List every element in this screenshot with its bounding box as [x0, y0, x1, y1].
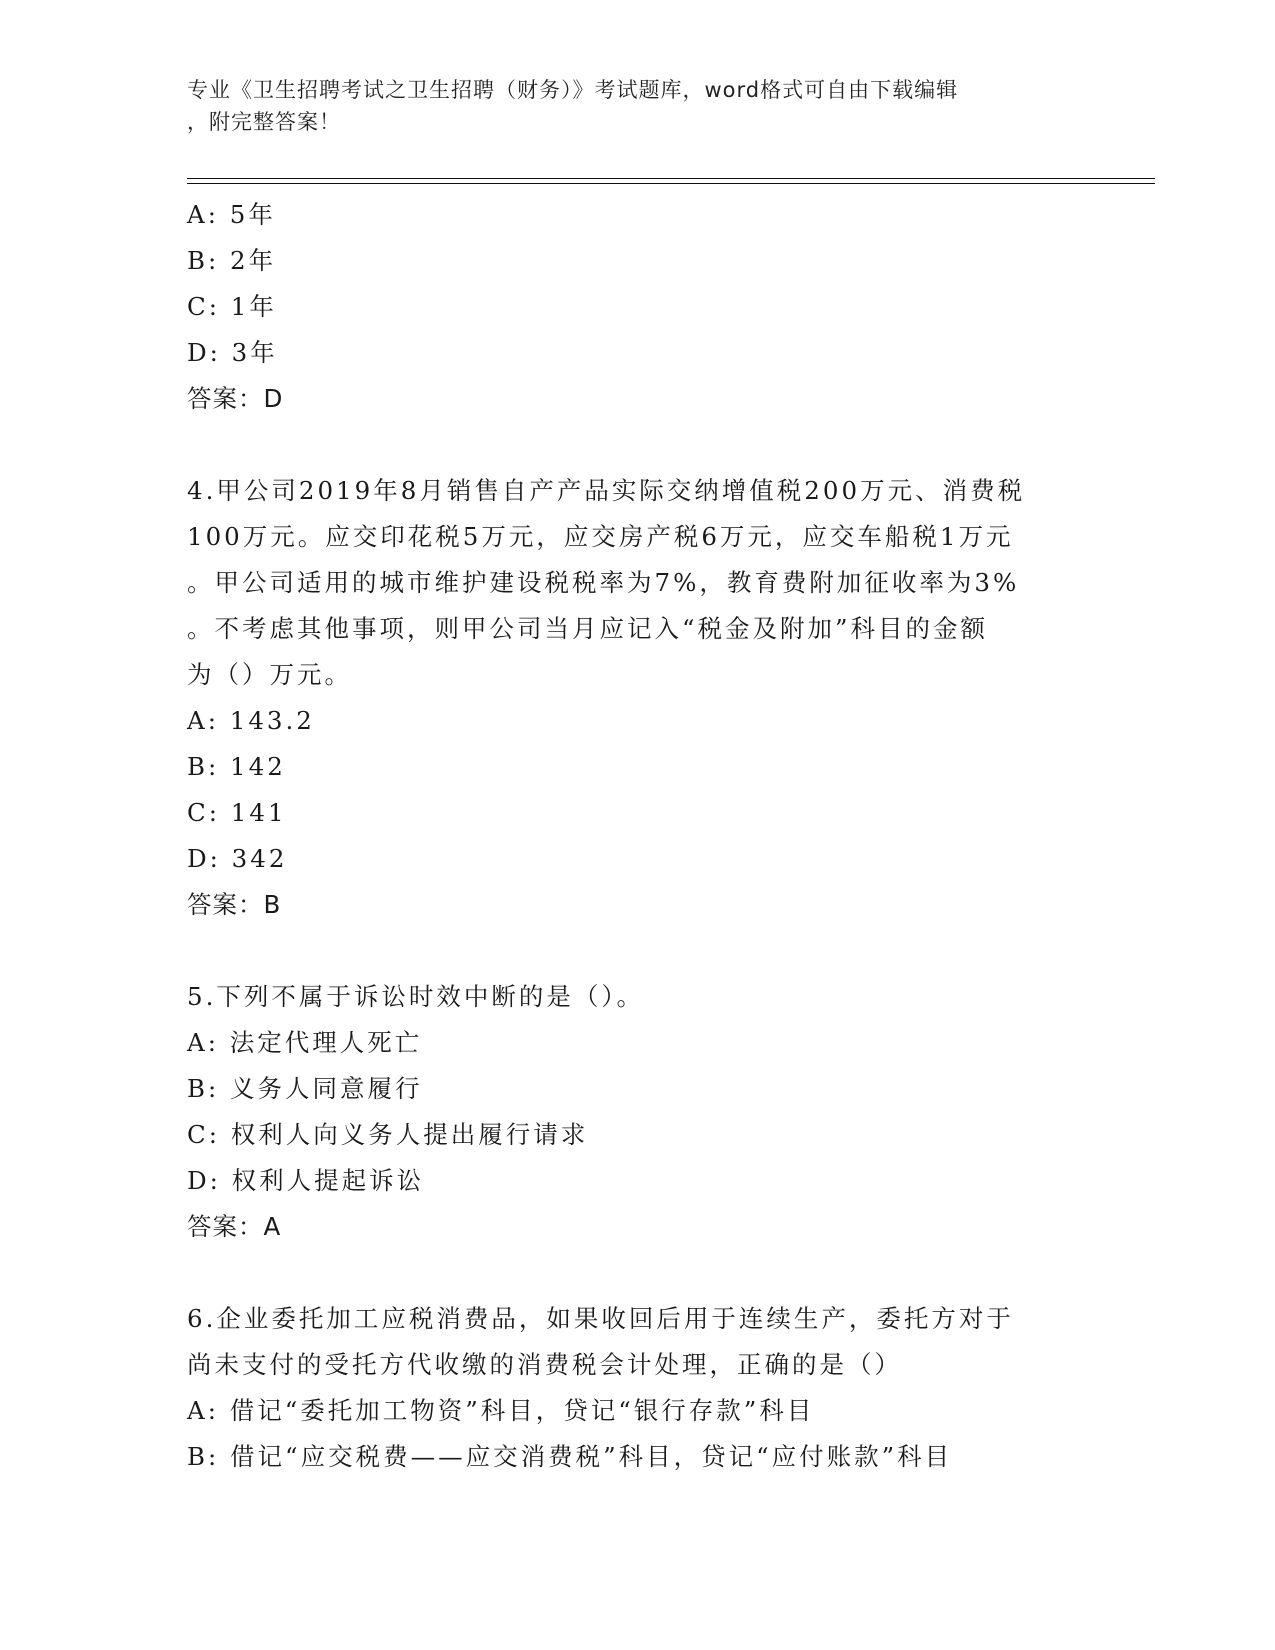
question-stem-line: 尚未支付的受托方代收缴的消费税会计处理，正确的是（） — [187, 1350, 902, 1379]
option-b: B: 2年 — [187, 246, 277, 275]
header-divider-top — [187, 178, 1155, 179]
option-b: B: 借记“应交税费——应交消费税”科目，贷记“应付账款”科目 — [187, 1442, 953, 1471]
option-b: B: 142 — [187, 752, 286, 781]
option-a: A: 法定代理人死亡 — [187, 1028, 423, 1057]
option-c: C: 1年 — [187, 292, 277, 321]
question-content — [187, 192, 1087, 1480]
answer-line: 答案：D — [187, 384, 284, 413]
option-d: D: 3年 — [187, 338, 278, 367]
option-a: A: 5年 — [187, 200, 276, 229]
question-4 — [187, 468, 1087, 928]
answer-line: 答案：A — [187, 1212, 282, 1241]
question-stem-line: 4.甲公司2019年8月销售自产产品实际交纳增值税200万元、消费税 — [187, 476, 1026, 505]
question-stem-line: 为（）万元。 — [187, 660, 352, 689]
question-stem-line: 100万元。应交印花税5万元，应交房产税6万元，应交车船税1万元 — [187, 522, 1014, 551]
header-line-2: ，附完整答案！ — [187, 110, 341, 134]
option-b: B: 义务人同意履行 — [187, 1074, 423, 1103]
question-stem-line: 5.下列不属于诉讼时效中断的是（）。 — [187, 982, 645, 1011]
question-3 — [187, 192, 1087, 422]
header-divider-bottom — [187, 183, 1155, 184]
question-stem-line: 。甲公司适用的城市维护建设税税率为7%，教育费附加征收率为3% — [187, 568, 1020, 597]
answer-line: 答案：B — [187, 890, 282, 919]
question-5 — [187, 974, 1087, 1250]
question-stem-line: 6.企业委托加工应税消费品，如果收回后用于连续生产，委托方对于 — [187, 1304, 1014, 1333]
question-6 — [187, 1296, 1087, 1480]
document-header — [187, 74, 1077, 138]
option-d: D: 权利人提起诉讼 — [187, 1166, 425, 1195]
header-line-1: 专业《卫生招聘考试之卫生招聘（财务）》考试题库，word格式可自由下载编辑 — [187, 78, 959, 102]
option-c: C: 权利人向义务人提出履行请求 — [187, 1120, 589, 1149]
option-a: A: 143.2 — [187, 706, 315, 735]
question-stem-line: 。不考虑其他事项，则甲公司当月应记入“税金及附加”科目的金额 — [187, 614, 989, 643]
option-c: C: 141 — [187, 798, 287, 827]
option-d: D: 342 — [187, 844, 288, 873]
option-a: A: 借记“委托加工物资”科目，贷记“银行存款”科目 — [187, 1396, 815, 1425]
